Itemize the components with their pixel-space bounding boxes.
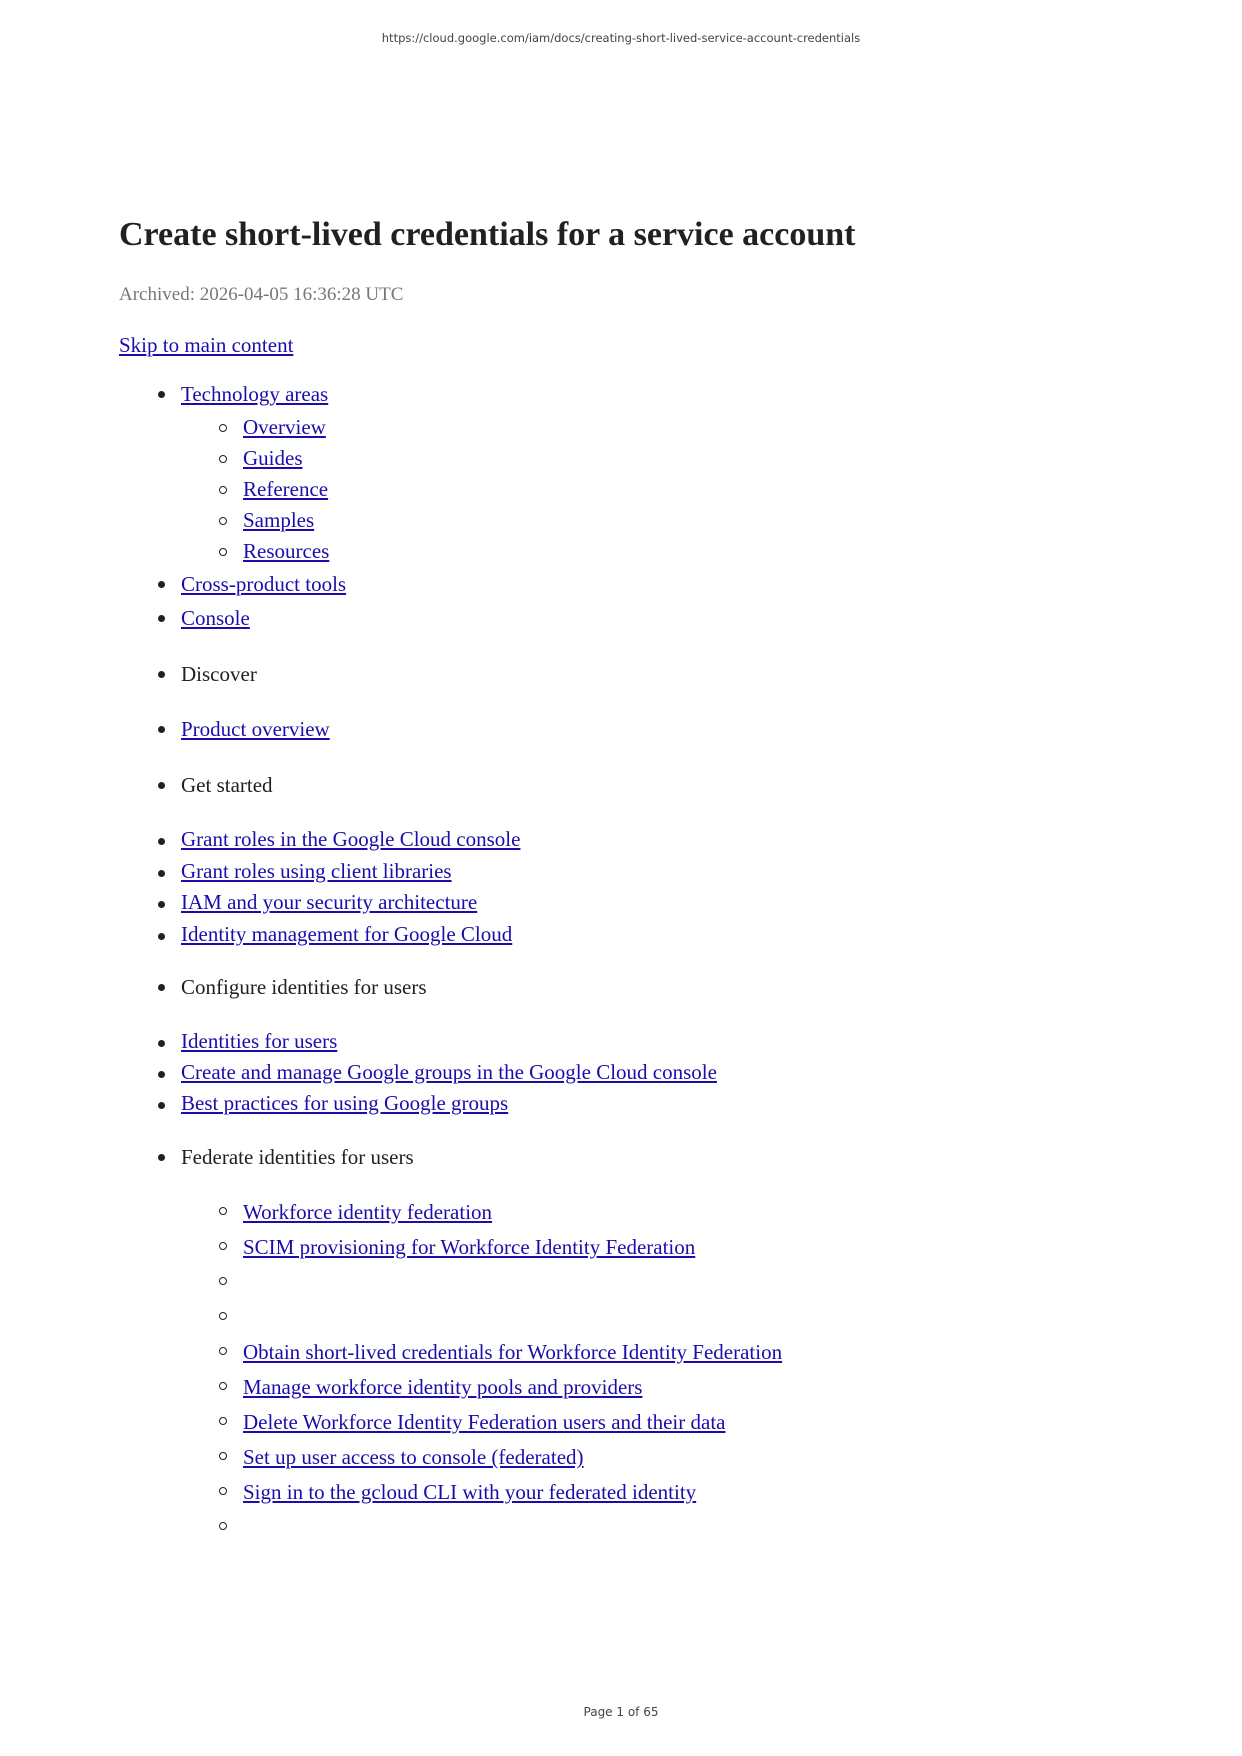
iam-security-architecture-link[interactable]: IAM and your security architecture (181, 890, 478, 914)
setup-console-access-link[interactable]: Set up user access to console (federated) (243, 1445, 584, 1469)
list-item (119, 712, 1119, 747)
discover-heading: Discover (181, 661, 257, 686)
list-item (119, 1230, 1119, 1265)
list-item (119, 1405, 1119, 1440)
list-item (119, 887, 1119, 919)
get-started-links (119, 824, 1119, 950)
product-overview-link[interactable]: Product overview (181, 717, 330, 741)
nav-list-discover (119, 657, 1119, 692)
page-url-header: https://cloud.google.com/iam/docs/creating-short-lived-service-account-credentials (381, 31, 861, 45)
scim-provisioning-link[interactable]: SCIM provisioning for Workforce Identity Federation (243, 1235, 696, 1259)
list-item (119, 1370, 1119, 1405)
overview-link[interactable]: Overview (243, 414, 326, 439)
page-title: Create short-lived credentials for a service account (119, 216, 856, 253)
list-item (119, 1335, 1119, 1370)
create-manage-groups-link[interactable]: Create and manage Google groups in the Google Cloud console (181, 1059, 717, 1084)
technology-areas-sublist (119, 412, 1119, 567)
list-item (119, 377, 1119, 412)
identity-management-link[interactable]: Identity management for Google Cloud (181, 921, 513, 946)
list-item (119, 1088, 1119, 1119)
nav-list-get-started (119, 768, 1119, 803)
page-indicator: Page 1 of 65 (583, 1705, 659, 1719)
list-item (119, 412, 1119, 443)
list-item (119, 1026, 1119, 1057)
workforce-identity-federation-link[interactable]: Workforce identity federation (243, 1200, 493, 1224)
archived-timestamp: Archived: 2026-04-05 16:36:28 UTC (119, 284, 404, 305)
list-item (119, 443, 1119, 474)
reference-link[interactable]: Reference (243, 476, 329, 501)
list-item (119, 1140, 1119, 1175)
nav-list-federate (119, 1140, 1119, 1175)
technology-areas-link[interactable]: Technology areas (181, 382, 329, 406)
obtain-short-lived-credentials-link[interactable]: Obtain short-lived credentials for Workforce Identity Federation (243, 1340, 783, 1364)
list-item (119, 970, 1119, 1005)
nav-list-tools (119, 567, 1119, 635)
best-practices-groups-link[interactable]: Best practices for using Google groups (181, 1090, 509, 1115)
list-item (119, 1440, 1119, 1475)
list-item (119, 505, 1119, 536)
list-item (119, 567, 1119, 601)
identities-for-users-link[interactable]: Identities for users (181, 1028, 338, 1053)
nav-list-top (119, 377, 1119, 412)
list-item (119, 1300, 1119, 1335)
list-item (119, 536, 1119, 567)
document-content (119, 210, 1119, 1545)
configure-links (119, 1026, 1119, 1119)
list-item (119, 1057, 1119, 1088)
gcloud-cli-sign-in-link[interactable]: Sign in to the gcloud CLI with your federated identity (243, 1480, 697, 1504)
list-item (119, 474, 1119, 505)
cross-product-tools-link[interactable]: Cross-product tools (181, 571, 347, 596)
guides-link[interactable]: Guides (243, 445, 303, 470)
list-item (119, 824, 1119, 856)
list-item (119, 1265, 1119, 1300)
skip-to-main-content-link[interactable]: Skip to main content (119, 333, 294, 357)
list-item (119, 601, 1119, 635)
list-item (119, 768, 1119, 803)
list-item (119, 1195, 1119, 1230)
get-started-heading: Get started (181, 772, 273, 797)
console-link[interactable]: Console (181, 605, 250, 630)
nav-list-product-overview (119, 712, 1119, 747)
delete-federation-users-link[interactable]: Delete Workforce Identity Federation users and their data (243, 1410, 726, 1434)
grant-roles-console-link[interactable]: Grant roles in the Google Cloud console (181, 827, 521, 851)
list-item (119, 1475, 1119, 1510)
manage-workforce-pools-link[interactable]: Manage workforce identity pools and providers (243, 1375, 643, 1399)
list-item (119, 657, 1119, 692)
grant-roles-client-libraries-link[interactable]: Grant roles using client libraries (181, 858, 452, 883)
list-item (119, 1510, 1119, 1545)
list-item (119, 919, 1119, 951)
list-item (119, 856, 1119, 888)
federate-identities-heading: Federate identities for users (181, 1144, 414, 1169)
samples-link[interactable]: Samples (243, 507, 315, 532)
resources-link[interactable]: Resources (243, 538, 330, 563)
federate-links (119, 1195, 1119, 1545)
nav-list-configure (119, 970, 1119, 1005)
configure-identities-heading: Configure identities for users (181, 975, 427, 999)
